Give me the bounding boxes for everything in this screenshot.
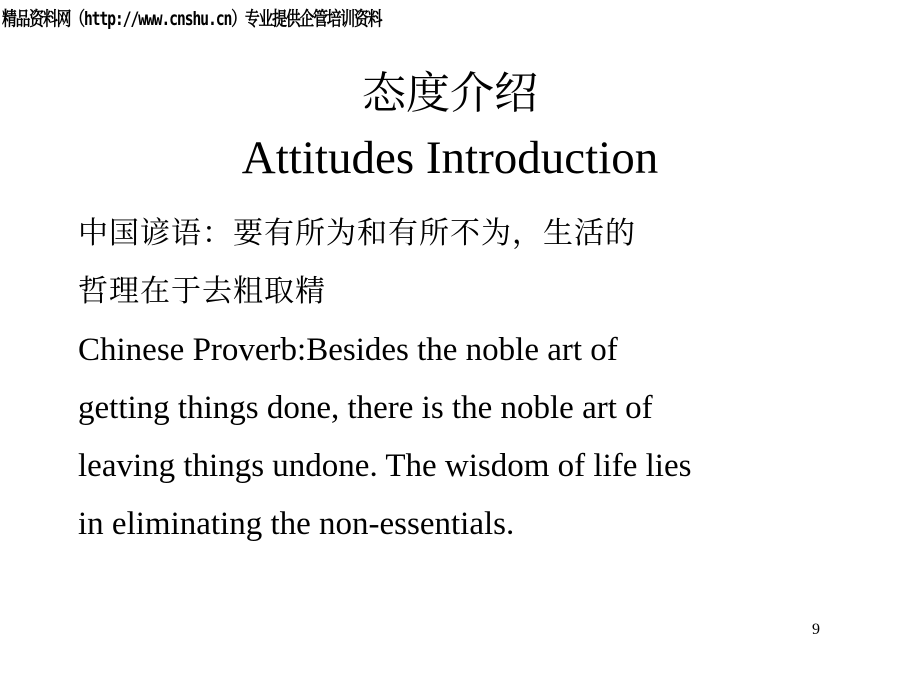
proverb-english-line-2: getting things done, there is the noble art of <box>78 390 653 426</box>
page-number: 9 <box>812 621 820 638</box>
proverb-english-line-4: in eliminating the non-essentials. <box>78 506 515 542</box>
proverb-english-line-3: leaving things undone. The wisdom of life lies <box>78 448 692 484</box>
site-watermark: 精品资料网（http://www.cnshu.cn）专业提供企管培训资料 <box>2 8 382 30</box>
proverb-chinese-line-1: 中国谚语：要有所为和有所不为，生活的 <box>78 216 636 251</box>
proverb-english-line-1: Chinese Proverb:Besides the noble art of <box>78 332 618 368</box>
slide-title-english: Attitudes Introduction <box>241 132 659 184</box>
proverb-chinese-line-2: 哲理在于去粗取精 <box>78 274 326 309</box>
slide-body <box>78 205 868 553</box>
slide-title-chinese: 态度介绍 <box>362 68 538 119</box>
